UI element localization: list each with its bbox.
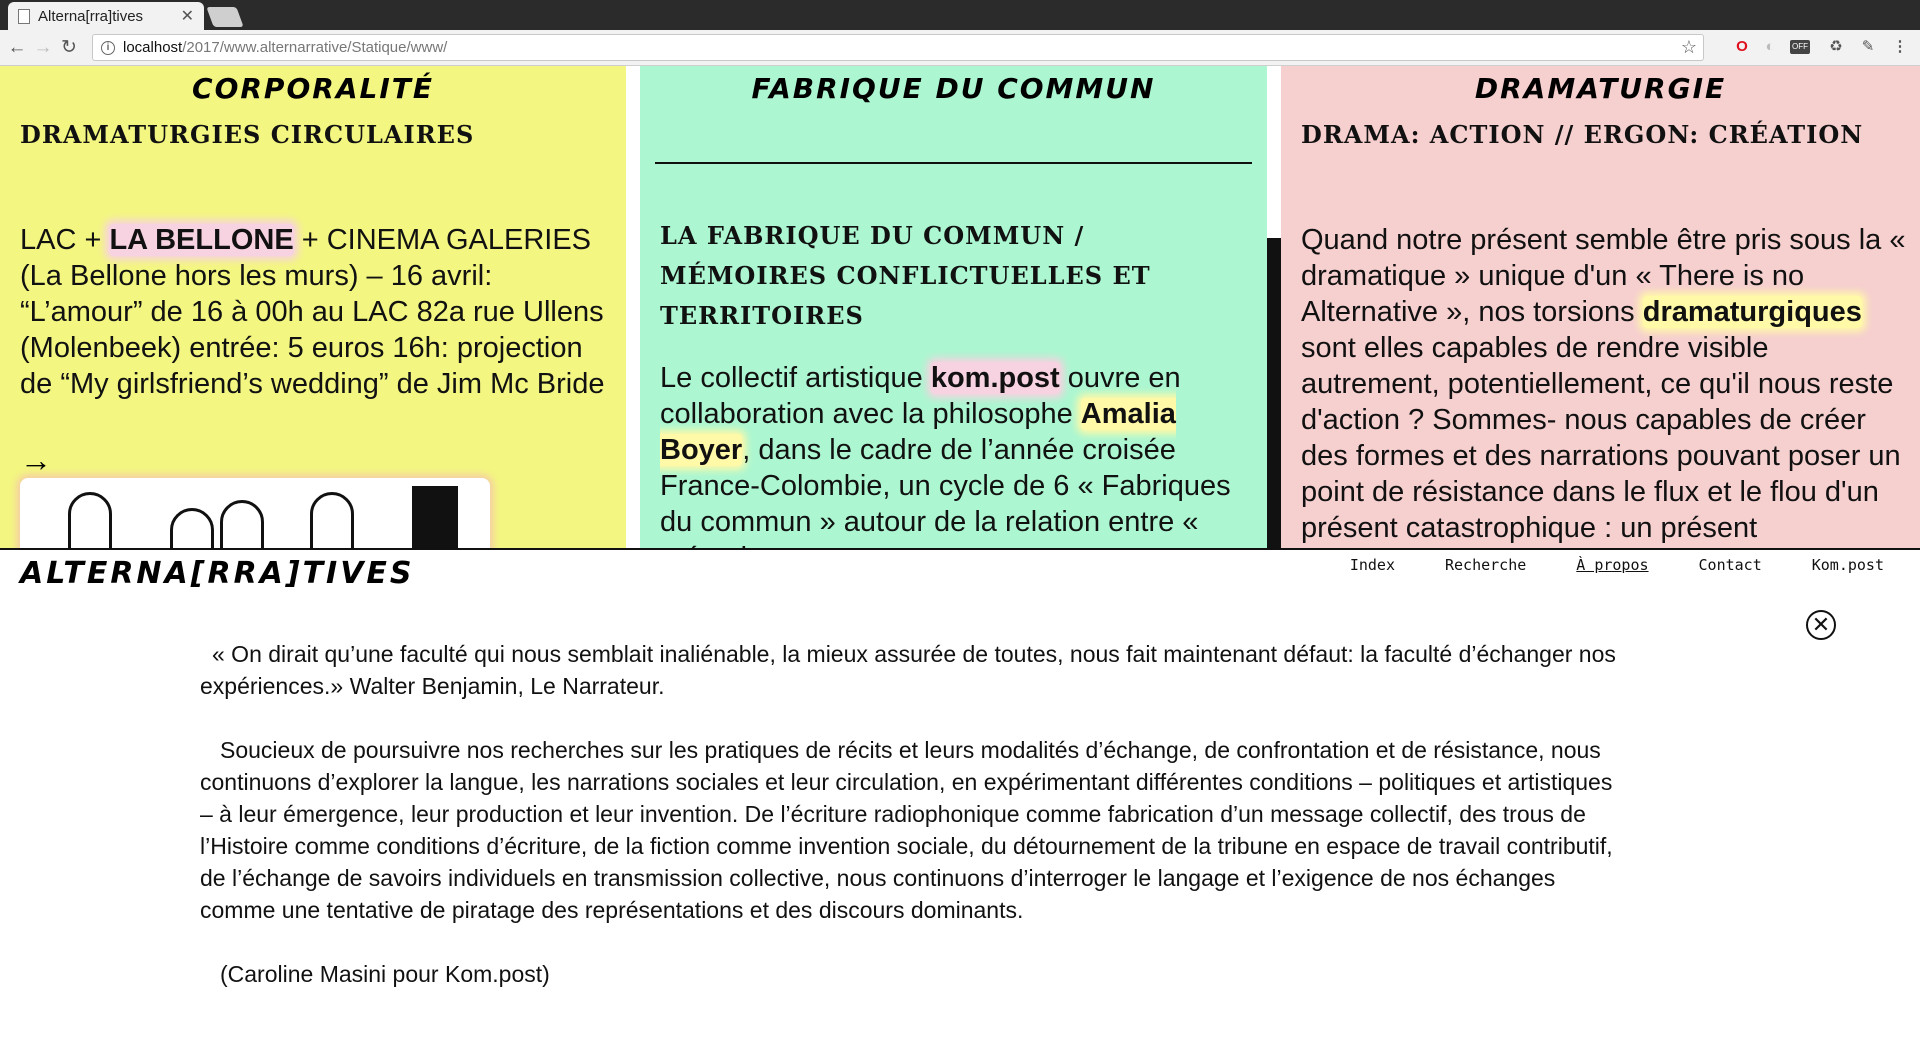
column-fabrique-du-commun xyxy=(640,66,1267,548)
recycle-extension-icon[interactable]: ♻ xyxy=(1829,38,1843,55)
extension-icon-2[interactable]: ✎ xyxy=(1861,38,1875,55)
tab-title: Alterna[rra]tives xyxy=(38,7,144,25)
menu-icon[interactable]: ⋮ xyxy=(1892,38,1908,55)
column-body xyxy=(1301,222,1909,546)
column-dramaturgie xyxy=(1281,66,1920,548)
bookmark-star-icon[interactable]: ☆ xyxy=(1680,37,1697,57)
url-path: /2017/www.alternarrative/Statique/www/ xyxy=(182,39,448,56)
highlight-link[interactable]: kom.post xyxy=(930,362,1060,394)
divider xyxy=(655,162,1252,164)
column-body xyxy=(20,222,616,402)
about-paragraph: « On dirait qu’une faculté qui nous semblait inaliénable, la mieux assurée de toutes, nous fait maintenant défaut: la faculté d’échanger nos expériences.» Walter Benjamin, Le Narrateur. xyxy=(200,641,1616,699)
new-tab-button[interactable] xyxy=(206,7,243,27)
about-paragraph: Soucieux de poursuivre nos recherches sur les pratiques de récits et leurs modalités d’échange, de confrontation et de résistance, nous continuons d’explorer la langue, les narrations sociales et leur circulation, en expérimentant différentes conditions – politiques et artistiques – à leur émergence, leur production et leur invention. De l’écriture radiophonique comme fabrication d’un message collectif, des trous de l’Histoire comme conditions d’écriture, de la fiction comme invention sociale, du détournement de la tribune en espace de travail contributif, de l’échange de savoirs individuels en transmission collective, nous continuons d’interroger le langage et l’exigence de nos échanges comme une tentative de piratage des représentations et des discours dominants. xyxy=(200,737,1613,923)
info-icon[interactable]: i xyxy=(101,41,115,55)
body-text: ouvre en collaboration avec la philosophe xyxy=(660,362,1181,430)
url-host: localhost xyxy=(123,39,183,56)
browser-toolbar xyxy=(0,30,1920,66)
nav-item-recherche[interactable]: Recherche xyxy=(1445,556,1527,574)
highlight-link[interactable]: dramaturgiques xyxy=(1642,296,1862,328)
body-text: sont elles capables de rendre visible autrement, potentiellement, ce qu'il nous reste d'action ? Sommes- nous capables de créer des formes et des narrations pouvant poser un point de résistance dans le flux et le flou d'un présent catastrophique : un présent xyxy=(1301,332,1901,544)
body-text: LAC + xyxy=(20,224,110,256)
back-button[interactable]: ← xyxy=(7,36,27,58)
body-text: , dans le cadre de l’année croisée France-Colombie, un cycle de 6 « Fabriques du commun » autour de la relation entre « xyxy=(660,434,1231,538)
column-scrollbar[interactable] xyxy=(1267,238,1281,548)
extension-icon[interactable]: ◐ xyxy=(1765,38,1775,55)
forward-button[interactable]: → xyxy=(33,36,53,58)
column-title[interactable]: FABRIQUE DU COMMUN xyxy=(751,72,1156,105)
arrow-right-icon[interactable]: → xyxy=(20,442,52,478)
body-text: + CINEMA GALERIES (La Bellone hors les murs) – 16 avril: “L’amour” de 16 à 00h au LAC 82a rue Ullens (Molenbeek) entrée: 5 euros 16h: projection de “My girlsfriend’s wedding” de Jim Mc Bride xyxy=(20,224,605,400)
nav-item-kompost[interactable]: Kom.post xyxy=(1811,556,1884,574)
column-corporalite xyxy=(0,66,626,548)
about-signature: (Caroline Masini pour Kom.post) xyxy=(220,961,550,987)
column-title[interactable]: DRAMATURGIE xyxy=(1474,72,1727,105)
column-body xyxy=(660,360,1252,576)
opera-extension-icon[interactable]: O xyxy=(1736,38,1748,55)
tab-close-icon[interactable]: ✕ xyxy=(180,8,194,25)
main-nav xyxy=(1350,556,1884,574)
off-extension-icon[interactable]: OFF xyxy=(1790,40,1810,54)
column-title[interactable]: CORPORALITÉ xyxy=(192,72,434,105)
browser-tab[interactable] xyxy=(8,2,204,30)
highlight-link[interactable]: Amalia Boyer xyxy=(660,398,1176,466)
nav-item-a-propos[interactable]: À propos xyxy=(1576,556,1649,574)
highlight-link[interactable]: LA BELLONE xyxy=(109,224,294,256)
body-text: Quand notre présent semble être pris sous la « dramatique » unique d'un « There is no Alternative », nos torsions xyxy=(1301,224,1906,328)
about-text xyxy=(200,638,1620,1022)
about-panel xyxy=(0,548,1920,1056)
page-icon xyxy=(18,9,30,24)
nav-item-index[interactable]: Index xyxy=(1349,556,1395,574)
browser-tab-bar xyxy=(0,0,1920,30)
address-bar[interactable] xyxy=(92,34,1704,61)
column-subtitle[interactable]: LA FABRIQUE DU COMMUN / MÉMOIRES CONFLICTUELLES ET TERRITOIRES xyxy=(660,221,1151,330)
site-logo[interactable]: ALTERNA[RRA]TIVES xyxy=(20,556,415,591)
reload-button[interactable]: ↻ xyxy=(61,37,77,58)
column-subtitle[interactable]: DRAMATURGIES CIRCULAIRES xyxy=(20,120,475,149)
column-subtitle[interactable]: DRAMA: ACTION // ERGON: CRÉATION xyxy=(1301,120,1864,149)
nav-item-contact[interactable]: Contact xyxy=(1698,556,1762,574)
body-text: Le collectif artistique xyxy=(660,362,931,394)
close-icon[interactable]: ✕ xyxy=(1806,610,1836,640)
